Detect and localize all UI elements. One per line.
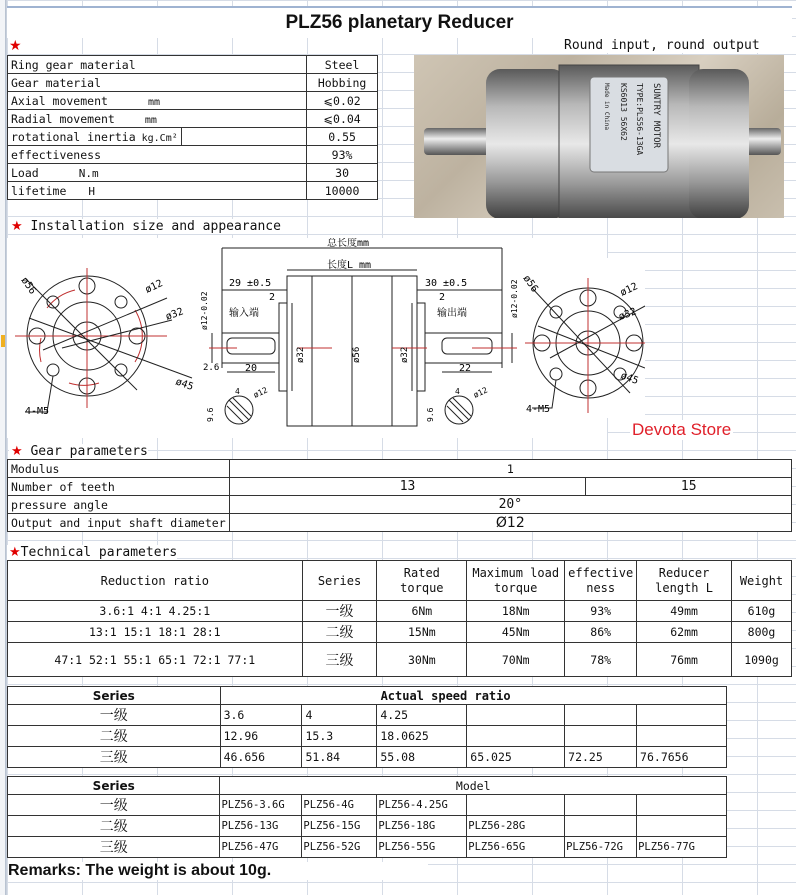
left-flange-view (15, 268, 192, 412)
technical-drawing (7, 238, 607, 438)
svg-text:ø12: ø12 (472, 385, 489, 400)
svg-text:输出端: 输出端 (437, 308, 467, 319)
svg-text:总长度mm: 总长度mm (327, 238, 370, 249)
model-row: 一级 PLZ56-3.6G PLZ56-4G PLZ56-4.25G (8, 795, 727, 816)
speed-row: 二级 12.96 15.3 18.0625 (8, 726, 727, 747)
svg-text:ø56: ø56 (352, 346, 362, 363)
svg-text:9.6: 9.6 (206, 407, 215, 422)
spec-label: Ring gear material (8, 56, 307, 74)
svg-text:ø56: ø56 (18, 275, 38, 297)
spec-row (8, 110, 378, 128)
product-photo (414, 55, 784, 218)
star-icon: ★ (11, 444, 23, 459)
svg-text:4: 4 (235, 387, 240, 396)
spec-label: Axial movement mm (8, 92, 307, 110)
svg-text:TYPE:PLS56-13GA: TYPE:PLS56-13GA (635, 83, 644, 156)
svg-text:2: 2 (269, 292, 276, 303)
technical-row: 47:1 52:1 55:1 65:1 72:1 77:1 三级 30Nm 70Nm 78% 76mm 1090g (8, 643, 792, 677)
svg-text:Made in China: Made in China (603, 83, 610, 130)
svg-text:ø12-0.02: ø12-0.02 (510, 279, 519, 318)
svg-text:KS6013 56X62: KS6013 56X62 (619, 83, 628, 141)
spec-row (8, 182, 378, 200)
technical-heading: ★Technical parameters (9, 545, 178, 560)
spec-row (8, 74, 378, 92)
speed-ratio-table (7, 686, 727, 768)
right-flange-view (520, 258, 645, 418)
svg-text:ø12: ø12 (143, 278, 165, 296)
reducer-image (414, 55, 784, 218)
svg-text:20: 20 (245, 363, 258, 374)
svg-text:ø32: ø32 (400, 346, 410, 363)
svg-text:ø45: ø45 (173, 376, 195, 393)
gear-row: Modulus 1 (8, 460, 792, 478)
svg-text:ø12: ø12 (618, 281, 640, 299)
spec-row (8, 92, 378, 110)
svg-text:4: 4 (455, 387, 460, 396)
model-row: 三级 PLZ56-47G PLZ56-52G PLZ56-55G PLZ56-65G PLZ56-72G PLZ56-77G (8, 837, 727, 858)
spec-value: 10000 (307, 182, 378, 200)
spec-row (8, 164, 378, 182)
spec-value: ⩽0.04 (307, 110, 378, 128)
technical-table (7, 560, 792, 677)
gear-row: Output and input shaft diameter Ø12 (8, 514, 792, 532)
svg-text:4-M5: 4-M5 (526, 404, 551, 415)
spec-label: Gear material (8, 74, 307, 92)
spec-label: Load N.m (8, 164, 307, 182)
svg-text:4-M5: 4-M5 (25, 406, 50, 417)
model-row: 二级 PLZ56-13G PLZ56-15G PLZ56-18G PLZ56-28G (8, 816, 727, 837)
speed-row: 一级 3.6 4 4.25 (8, 705, 727, 726)
svg-text:ø32: ø32 (617, 306, 638, 323)
spec-value: 30 (307, 164, 378, 182)
spec-table (7, 55, 378, 200)
installation-heading: ★ Installation size and appearance (11, 219, 281, 234)
spec-label: Radial movement mm (8, 110, 307, 128)
spec-label: rotational inertia kg.Cm² (8, 128, 182, 146)
model-table (7, 776, 727, 858)
key-section-right (445, 396, 473, 424)
spec-row (8, 128, 378, 146)
star-icon: ★ (9, 545, 21, 560)
model-header-row: Series Model (8, 777, 727, 795)
svg-text:ø32: ø32 (164, 306, 185, 323)
svg-text:ø45: ø45 (618, 370, 640, 387)
technical-header-row: Reduction ratio Series Rated torque Maximum load torque effective ness Reducer length L Weight (8, 561, 792, 601)
svg-text:2: 2 (439, 292, 446, 303)
spec-label: lifetime H (8, 182, 307, 200)
svg-text:29 ±0.5: 29 ±0.5 (229, 278, 272, 289)
technical-row: 13:1 15:1 18:1 28:1 二级 15Nm 45Nm 86% 62mm 800g (8, 622, 792, 643)
selection-marker (1, 335, 5, 347)
gear-table (7, 459, 792, 532)
svg-text:SUNTRY MOTOR: SUNTRY MOTOR (651, 83, 661, 149)
speed-row: 三级 46.656 51.84 55.08 65.025 72.25 76.7656 (8, 747, 727, 768)
spec-row (8, 146, 378, 164)
photo-caption: Round input, round output (564, 38, 760, 53)
svg-text:30 ±0.5: 30 ±0.5 (425, 278, 468, 289)
gear-row: pressure angle 20° (8, 496, 792, 514)
speed-header-row: Series Actual speed ratio (8, 687, 727, 705)
spec-label: effectiveness (8, 146, 307, 164)
svg-text:输入端: 输入端 (229, 308, 259, 319)
spec-row (8, 56, 378, 74)
svg-text:长度L mm: 长度L mm (327, 260, 372, 271)
key-section-left (225, 396, 253, 424)
svg-text:9.6: 9.6 (426, 407, 435, 422)
gear-heading: ★ Gear parameters (11, 444, 148, 459)
spec-value: ⩽0.02 (307, 92, 378, 110)
technical-row: 3.6:1 4:1 4.25:1 一级 6Nm 18Nm 93% 49mm 610g (8, 601, 792, 622)
svg-text:ø12-0.02: ø12-0.02 (200, 291, 209, 330)
spec-value: 0.55 (307, 128, 378, 146)
spec-value: Hobbing (307, 74, 378, 92)
star-icon: ★ (9, 38, 22, 54)
star-icon: ★ (11, 219, 23, 234)
svg-text:ø56: ø56 (520, 273, 540, 295)
store-watermark: Devota Store (632, 420, 732, 439)
svg-text:ø32: ø32 (296, 346, 306, 363)
svg-text:22: 22 (459, 363, 472, 374)
page-title: PLZ56 planetary Reducer (7, 6, 792, 38)
svg-text:2.6: 2.6 (203, 363, 220, 373)
gear-row: Number of teeth 13 15 (8, 478, 792, 496)
remarks: Remarks: The weight is about 10g. (8, 862, 428, 880)
svg-text:ø12: ø12 (252, 385, 269, 400)
spec-value: Steel (307, 56, 378, 74)
spec-value: 93% (307, 146, 378, 164)
dimension-drawing (7, 238, 607, 438)
